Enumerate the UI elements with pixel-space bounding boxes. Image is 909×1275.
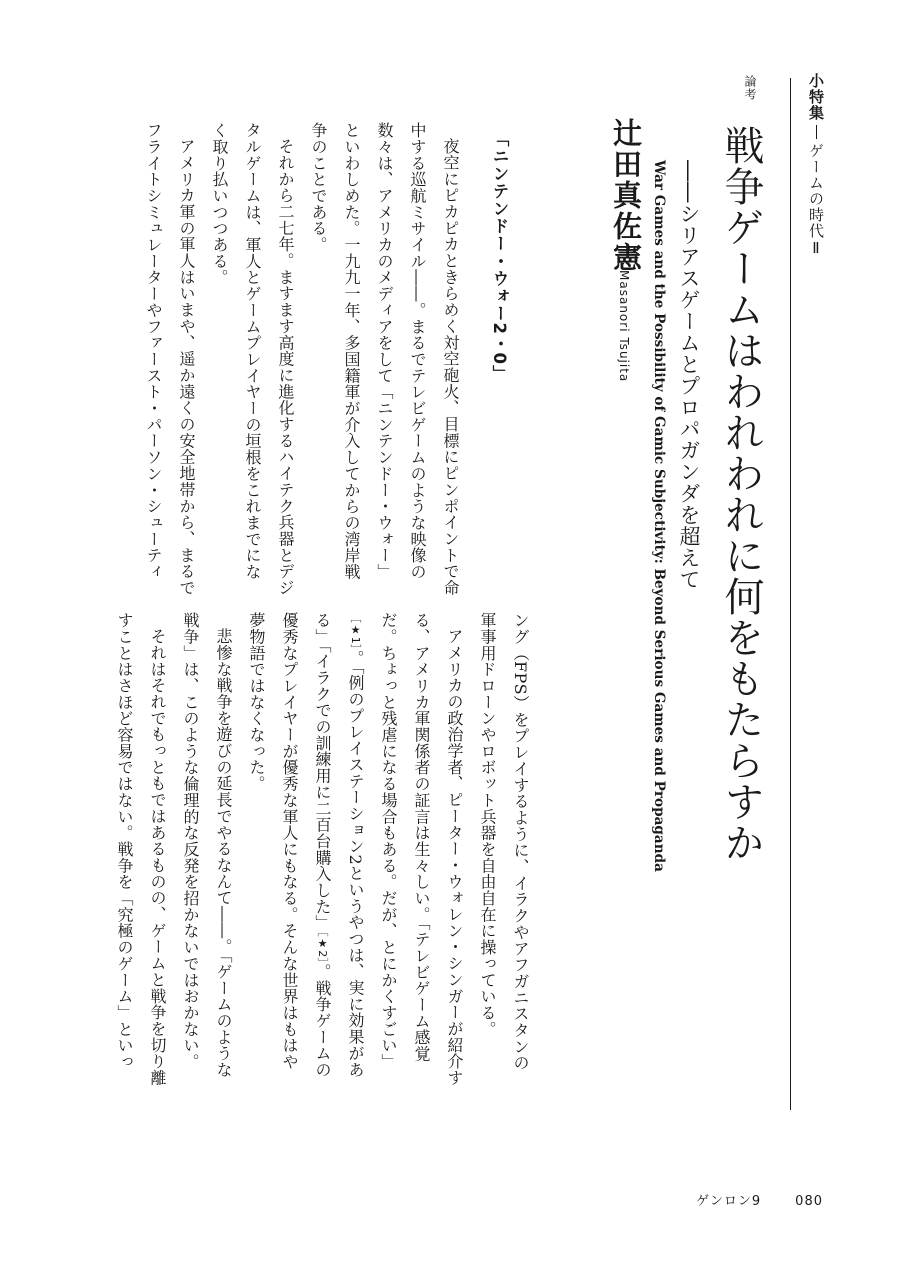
quote-text: アメリカの政治学者、ピーター・ウォレン・シンガーが紹介する、アメリカ軍関係者の証言は生々しい。「テレビゲーム感覚だ。ちょっと残虐になる場合もある。だが、とにかくすごい」: [379, 612, 464, 1086]
upper-text-block: [127, 122, 467, 596]
article-kind: 論考: [743, 75, 757, 101]
author-name-english: Masanori Tsujita: [617, 270, 631, 383]
article-title-english: War Games and the Possibility of Gamic Subjectivity: Beyond Serious Games and Propaganda: [651, 160, 667, 872]
author-name: 辻田真佐憲: [609, 118, 643, 273]
series-title: ゲームの時代Ⅱ: [807, 143, 825, 258]
body-paragraph: ング（FPS）をプレイするように、イラクやアフガニスタンの軍事用ドローンやロボット兵器を自由自在に操っている。: [478, 612, 530, 1071]
body-paragraph: 悲惨な戦争を遊びの延長でやるなんて――。「ゲームのような戦争」は、このような倫理的な反発を招かないではおかない。: [181, 612, 233, 1078]
header-rule: [790, 78, 791, 1110]
page-number: 080: [795, 1194, 823, 1209]
series-header: [806, 73, 827, 258]
page-folio: [696, 1190, 823, 1209]
section-heading: 「ニンテンドー・ウォー2・0」: [490, 130, 509, 383]
quote-text: 。「例のプレイステーション2というやつは、実に効果がある」「イラクでの訓練用に二百台購入した」: [313, 612, 365, 1078]
body-paragraph: 夜空にピカピカときらめく対空砲火、目標にピンポイントで命中する巡航ミサイル――。まるでテレビゲームのような映像の数々は、アメリカのメディアをして「ニンテンドー・ウォー」といわしめた。一九九一年、多国籍軍が介入してからの湾岸戦争のことである。: [309, 122, 460, 596]
body-paragraph: それはそれでもっともではあるものの、ゲームと戦争を切り離すことはさほど容易ではない。戦争を「究極のゲーム」といっ: [115, 612, 167, 1086]
body-paragraph: [240, 612, 471, 1086]
lower-text-block: [117, 612, 537, 1086]
series-divider: [816, 125, 817, 139]
footnote-ref-2[interactable]: ［★2］: [316, 931, 329, 964]
journal-name: ゲンロン9: [696, 1194, 762, 1209]
body-paragraph: アメリカ軍の軍人はいまや、遥か遠くの安全地帯から、まるでフライトシミュレーターやファースト・パーソン・シューティ: [144, 122, 196, 596]
series-label: 小特集: [807, 73, 825, 121]
body-paragraph: それから二七年。ますます高度に進化するハイテク兵器とデジタルゲームは、軍人とゲームプレイヤーの垣根をこれまでになく取り払いつつある。: [210, 122, 295, 596]
article-title: 戦争ゲームはわれわれに何をもたらすか: [718, 125, 764, 863]
quote-text: 。戦争ゲームの優秀なプレイヤーが優秀な軍人にもなる。そんな世界はもはや夢物語ではなくなった。: [247, 612, 332, 1078]
footnote-ref-1[interactable]: ［★1］: [349, 612, 362, 650]
article-subtitle: ――シリアスゲームとプロパガンダを超えて: [677, 160, 701, 590]
